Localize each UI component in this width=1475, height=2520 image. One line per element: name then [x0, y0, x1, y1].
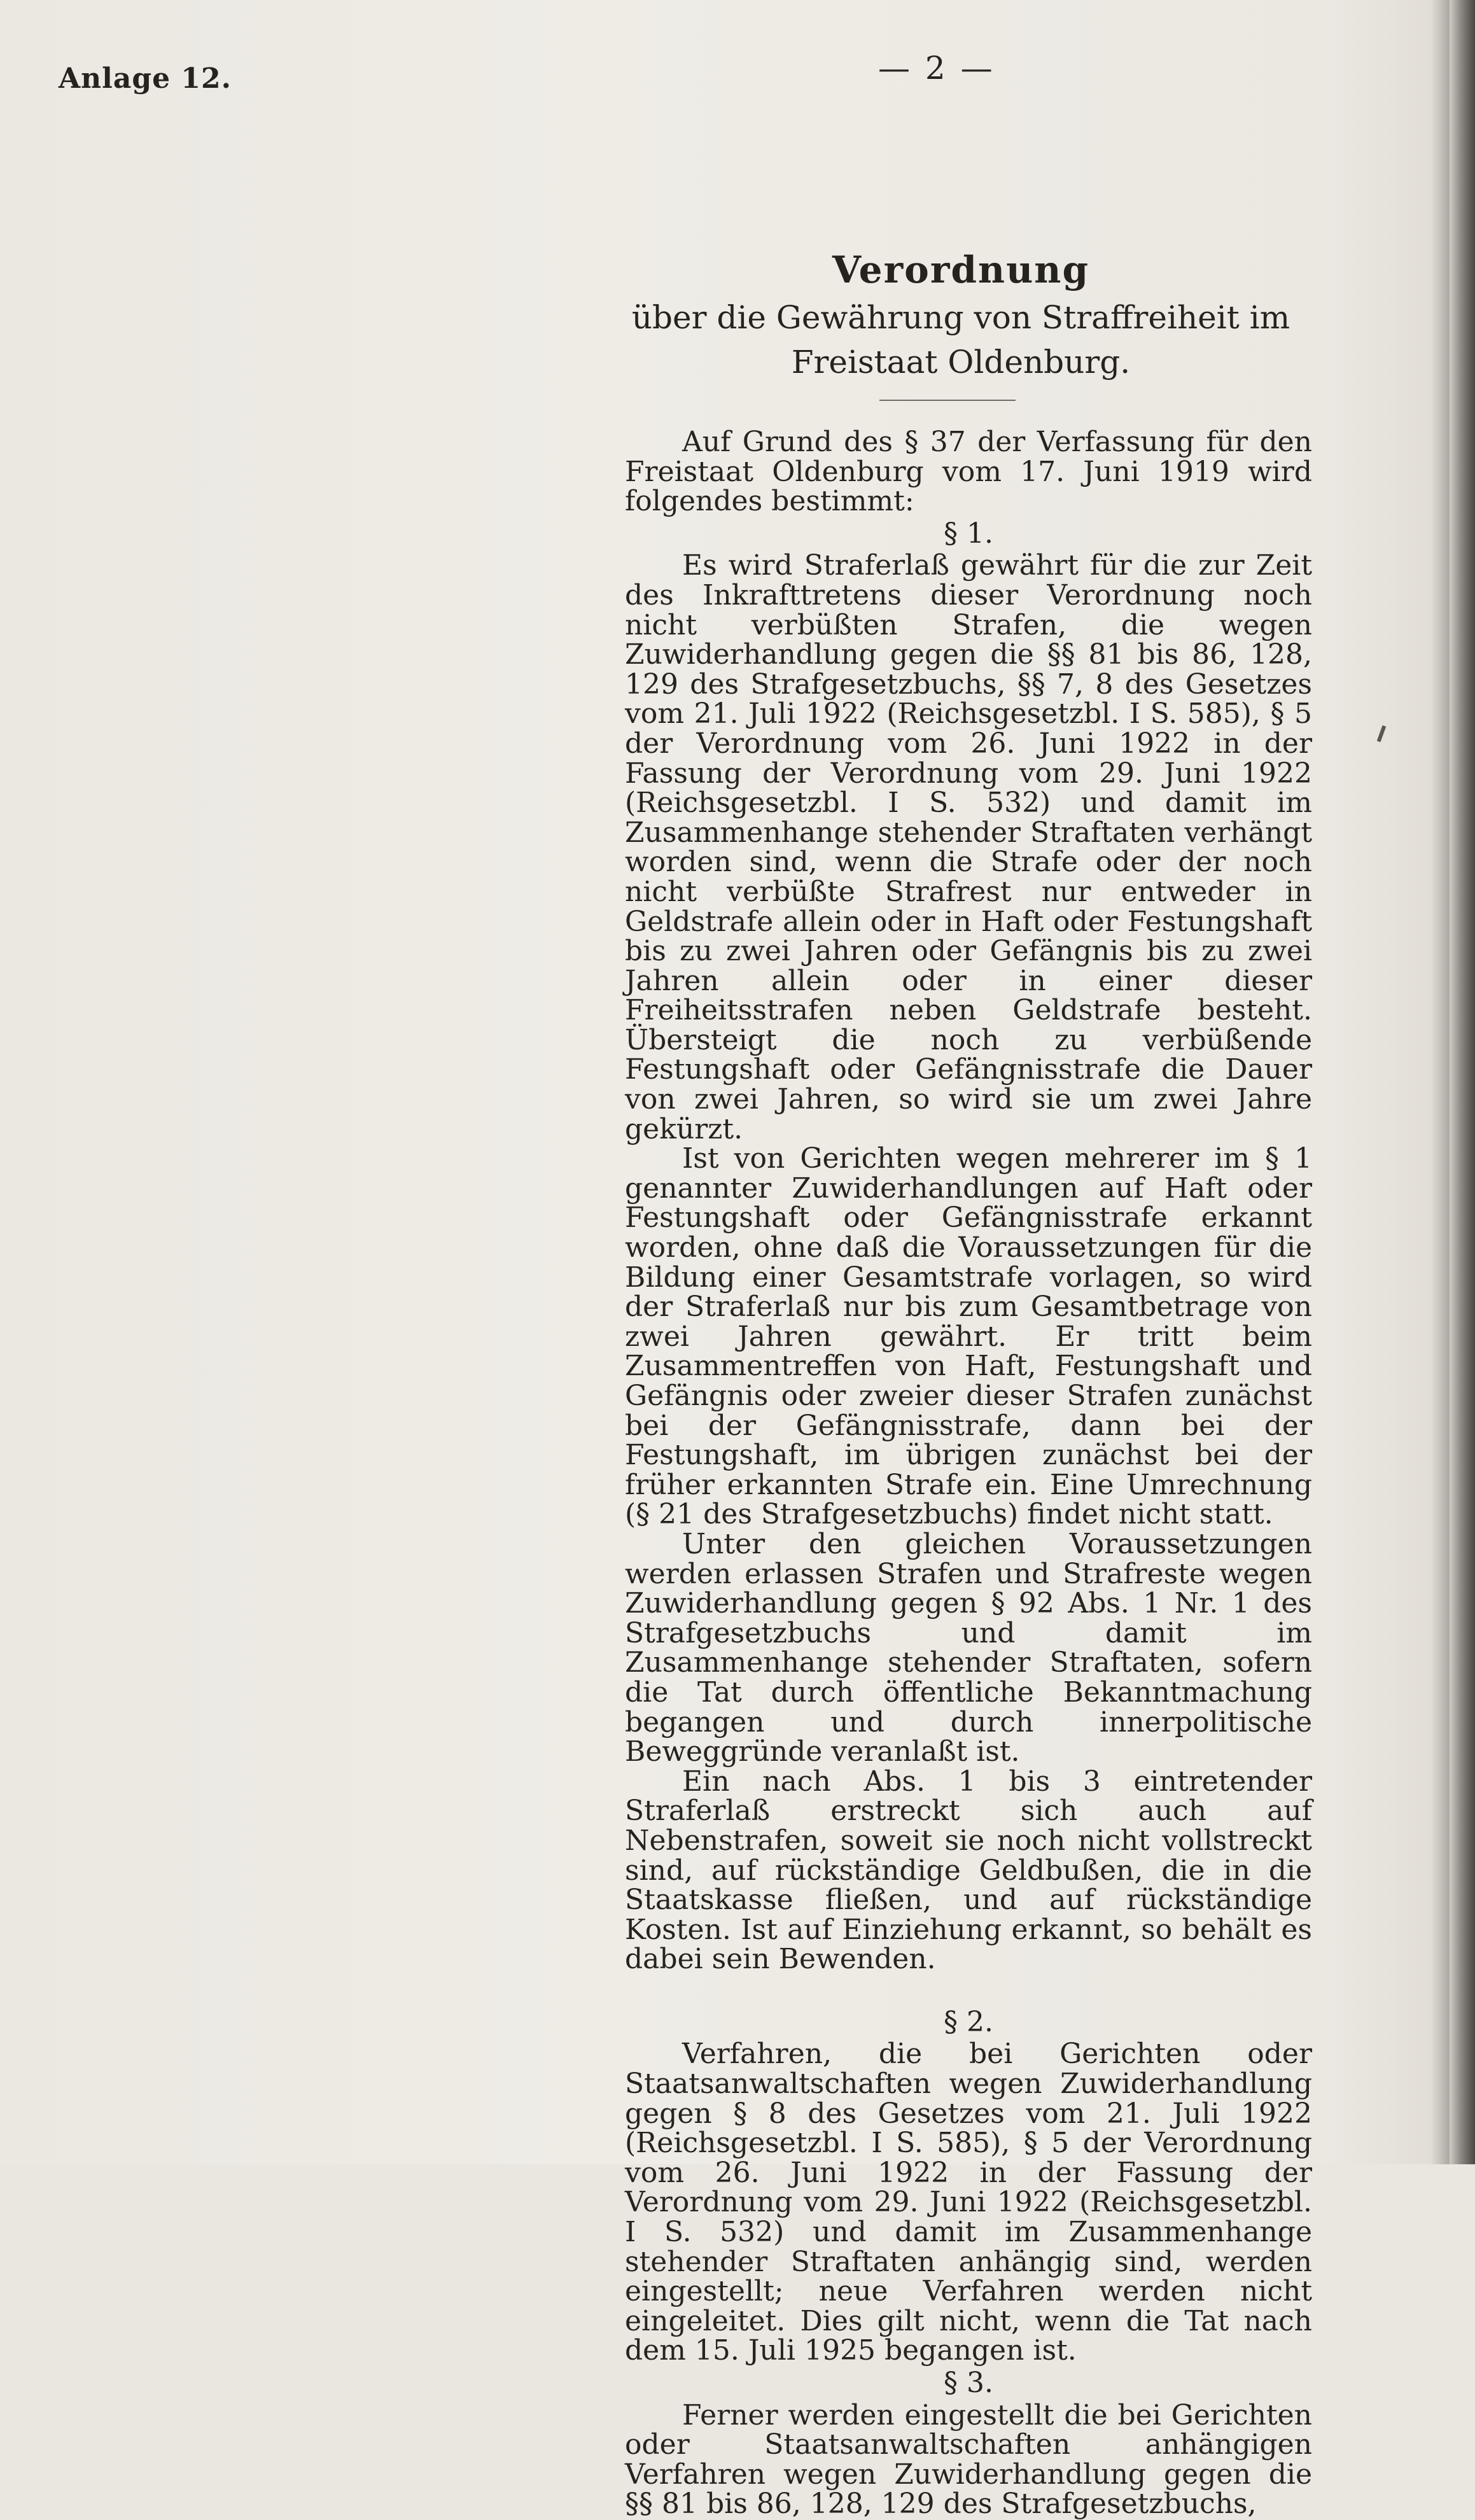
paragraph: Ist von Gerichten wegen mehrerer im § 1 genannter Zuwiderhandlungen auf Haft oder Festungshaft oder Gefängnisstrafe erkannt worden, ohne daß die Voraussetzungen für die Bildung einer Gesamtstrafe vorlagen, so wird der Straferlaß nur bis zum Gesamtbetrage von zwei Jahren gewährt. Er tritt beim Zusammentreffen von Haft, Festungshaft und Gefängnis oder zweier dieser Strafen zunächst bei der Gefängnisstrafe, dann bei der Festungshaft, im übrigen zunächst bei der früher erkannten Strafe ein. Eine Umrechnung (§ 21 des Strafgesetzbuchs) findet nicht statt. — [625, 1142, 1312, 1531]
annex-label: Anlage 12. — [59, 62, 232, 95]
section-heading: § 3. — [944, 2367, 993, 2399]
paragraph: Unter den gleichen Voraussetzungen werden erlassen Strafen und Strafreste wegen Zuwiderhandlung gegen § 92 Abs. 1 Nr. 1 des Strafgesetzbuchs und damit im Zusammenhange stehender Straftaten, sofern die Tat durch öffentliche Bekanntmachung begangen und durch innerpolitische Beweggründe veranlaßt ist. — [625, 1527, 1312, 1768]
paragraph: Verfahren, die bei Gerichten oder Staatsanwaltschaften wegen Zuwiderhandlung gegen § 8 des Gesetzes vom 21. Juli 1922 (Reichsgesetzbl. I S. 585), § 5 der Verordnung vom 26. Juni 1922 in der Fassung der Verordnung vom 29. Juni 1922 (Reichsgesetzbl. I S. 532) und damit im Zusammenhange stehender Straftaten anhängig sind, werden eingestellt; neue Verfahren werden nicht eingeleitet. Dies gilt nicht, wenn die Tat nach dem 15. Juli 1925 begangen ist. — [625, 2038, 1312, 2367]
page-binding-edge — [1450, 0, 1475, 2164]
document-body — [625, 428, 1312, 2519]
section-heading: § 2. — [944, 2005, 993, 2038]
document-subtitle: über die Gewährung von Straffreiheit im Freistaat Oldenburg. — [631, 299, 1290, 381]
title-divider — [879, 400, 1016, 401]
paragraph: Ein nach Abs. 1 bis 3 eintretender Straferlaß erstreckt sich auch auf Nebenstrafen, soweit sie noch nicht vollstreckt sind, auf rückständige Geldbußen, die in die Staatskasse fließen, und auf rückständige Kosten. Ist auf Einziehung erkannt, so behält es dabei sein Bewenden. — [625, 1765, 1312, 1976]
document-title: Verordnung — [832, 248, 1089, 291]
paragraph: Es wird Straferlaß gewährt für die zur Zeit des Inkrafttretens dieser Verordnung noch nicht verbüßten Strafen, die wegen Zuwiderhandlung gegen die §§ 81 bis 86, 128, 129 des Strafgesetzbuchs, §§ 7, 8 des Gesetzes vom 21. Juli 1922 (Reichsgesetzbl. I S. 585), § 5 der Verordnung vom 26. Juni 1922 in der Fassung der Verordnung vom 29. Juni 1922 (Reichsgesetzbl. I S. 532) und damit im Zusammenhange stehender Straftaten verhängt worden sind, wenn die Strafe oder der noch nicht verbüßte Strafrest nur entweder in Geldstrafe allein oder in Haft oder Festungshaft bis zu zwei Jahren oder Gefängnis bis zu zwei Jahren allein oder in einer dieser Freiheitsstrafen neben Geldstrafe besteht. Übersteigt die noch zu verbüßende Festungshaft oder Gefängnisstrafe die Dauer von zwei Jahren, so wird sie um zwei Jahre gekürzt. — [625, 549, 1312, 1145]
section-heading: § 1. — [944, 517, 993, 550]
page-number: — 2 — — [878, 50, 995, 87]
preamble: Auf Grund des § 37 der Verfassung für den Freistaat Oldenburg vom 17. Juni 1919 wird folgendes bestimmt: — [625, 426, 1312, 518]
paragraph: Ferner werden eingestellt die bei Gerichten oder Staatsanwaltschaften anhängigen Verfahren wegen Zuwiderhandlung gegen die §§ 81 bis 86, 128, 129 des Strafgesetzbuchs, — [625, 2398, 1312, 2520]
